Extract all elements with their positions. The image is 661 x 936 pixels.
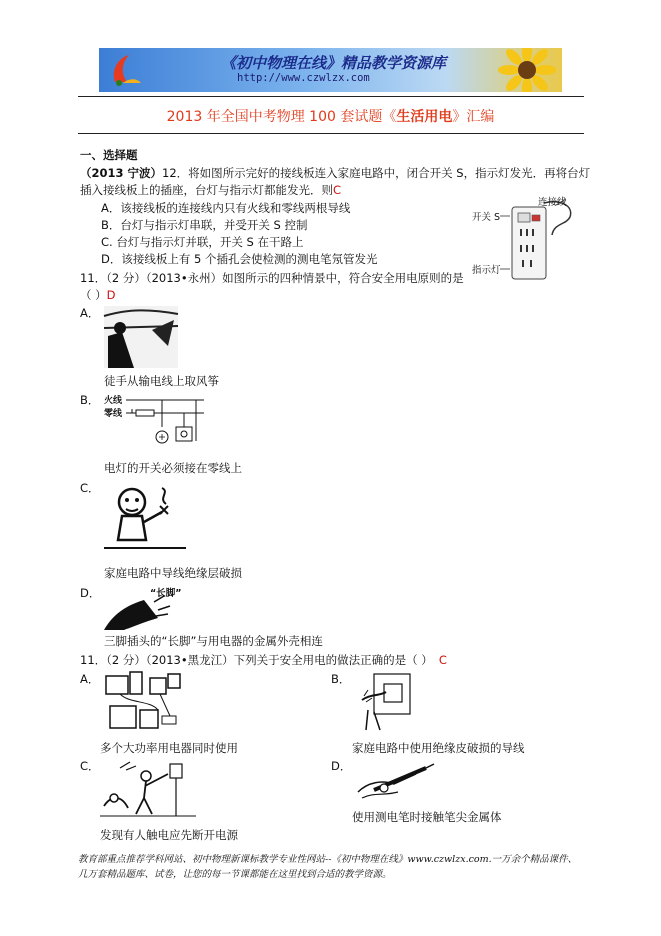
logo-icon <box>109 52 143 88</box>
banner-url[interactable]: http://www.czwlzx.com <box>237 72 370 84</box>
appliances-image <box>100 670 186 736</box>
q1-line1 <box>80 166 590 181</box>
q1-answer: C <box>333 183 342 197</box>
q1-text-2: 插入接线板上的插座，台灯与指示灯都能发光．则 <box>80 183 333 197</box>
q3-letter-b: B． <box>331 672 351 686</box>
kite-wire-image <box>104 306 178 368</box>
q2-caption-c: 家庭电路中导线绝缘层破损 <box>104 566 242 580</box>
footer <box>78 852 598 882</box>
page-title <box>0 106 661 126</box>
q2-paren: （ ） <box>80 288 107 302</box>
q1-line2 <box>80 183 341 198</box>
q1-source: （2013 宁波） <box>80 166 163 180</box>
q3-stem-line <box>80 653 447 668</box>
q1-text: 12．将如图所示完好的接线板连入家庭电路中，闭合开关 S，指示灯发光．再将台灯 <box>162 166 591 180</box>
q2-letter-a: A． <box>80 306 100 320</box>
footer-line-2: 几万套精品题库、试卷，让您的每一节课都能在这里找到合适的教学资源。 <box>78 869 392 880</box>
q2-caption-a: 徒手从输电线上取风筝 <box>104 374 219 388</box>
header-banner <box>99 48 562 92</box>
q1-option-b: B．台灯与指示灯串联，并受开关 S 控制 <box>101 218 308 232</box>
q3-caption-d: 使用测电笔时接触笔尖金属体 <box>352 810 502 824</box>
q2-answer: D <box>106 288 116 302</box>
damaged-wire-image <box>360 670 414 732</box>
header-rule <box>78 96 584 97</box>
three-pin-plug-image <box>104 596 180 630</box>
test-pen-image <box>354 762 434 804</box>
q1-option-c: C. 台灯与指示灯并联，开关 S 在干路上 <box>101 235 304 249</box>
label-indicator: 指示灯 <box>472 265 501 276</box>
q2-caption-b: 电灯的开关必须接在零线上 <box>104 461 242 475</box>
q2-paren-line <box>80 288 116 303</box>
label-neutral-wire: 零线 <box>104 409 123 419</box>
q3-letter-c: C． <box>80 759 100 773</box>
q3-answer: C <box>438 653 447 667</box>
title-bold: 生活用电 <box>396 109 453 125</box>
q3-stem: 11．（2 分）（2013•黑龙江）下列关于安全用电的做法正确的是（ ） <box>80 653 433 667</box>
q2-stem: 11．（2 分）（2013•永州）如图所示的四种情景中，符合安全用电原则的是 <box>80 271 464 285</box>
q3-caption-a: 多个大功率用电器同时使用 <box>100 741 238 755</box>
title-prefix: 2013 年全国中考物理 100 套试题《 <box>166 109 397 125</box>
label-connect-wire: 连接线 <box>538 197 567 208</box>
q2-letter-c: C． <box>80 481 100 495</box>
q1-option-a: A．该接线板的连接线内只有火线和零线两根导线 <box>101 201 351 215</box>
q2-letter-b: B． <box>80 393 100 407</box>
q3-caption-c: 发现有人触电应先断开电源 <box>100 828 238 842</box>
q2-letter-d: D． <box>80 586 101 600</box>
label-live-wire: 火线 <box>104 396 123 406</box>
rescue-image <box>100 758 196 820</box>
section-heading: 一、选择题 <box>80 148 138 162</box>
q3-letter-d: D． <box>331 759 352 773</box>
label-switch: 开关 S <box>472 212 501 223</box>
footer-line-1: 教育部重点推荐学科网站、初中物理新课标教学专业性网站--《初中物理在线》www.czwlzx.com.一万余个精品课件、 <box>78 854 578 865</box>
sunflower-icon <box>487 48 562 92</box>
q3-letter-a: A． <box>80 672 100 686</box>
label-long-pin: “长脚” <box>150 588 182 599</box>
banner-title: 《初中物理在线》精品教学资源库 <box>221 54 447 72</box>
q3-caption-b: 家庭电路中使用绝缘皮破损的导线 <box>352 741 525 755</box>
q1-option-d: D．该接线板上有 5 个插孔会使检测的测电笔氖管发光 <box>101 252 378 266</box>
title-suffix: 》汇编 <box>452 109 495 125</box>
title-rule <box>78 133 584 134</box>
shocked-child-image <box>104 482 186 556</box>
q2-caption-d: 三脚插头的“长脚”与用电器的金属外壳相连 <box>104 634 323 648</box>
